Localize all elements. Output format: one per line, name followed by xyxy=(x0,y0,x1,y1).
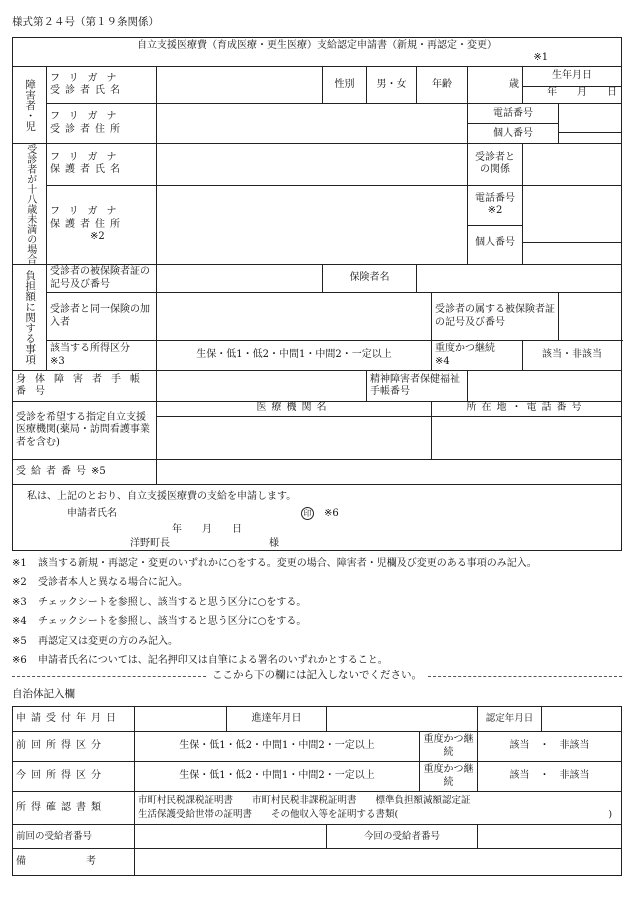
curr-recipient-label: 今回の受給者番号 xyxy=(327,825,478,849)
income-docs-options[interactable]: 市町村民税課税証明書 市町村民税非課税証明書 標準負担額減額認定証 生活保護受給世帯の証明書 その他収入等を証明する書類( ) xyxy=(135,792,622,825)
guardian-phone-number-cell xyxy=(468,185,523,264)
prev-income-options[interactable]: 生保・低1・低2・中間1・中間2・一定以上 xyxy=(135,732,420,762)
remarks-field[interactable] xyxy=(135,849,622,876)
phone-label: 電話番号 xyxy=(468,105,558,124)
prev-recipient-field[interactable] xyxy=(135,825,327,849)
institution-name-label: 医療機関名 xyxy=(157,402,431,417)
dob-label: 生年月日 xyxy=(523,70,621,87)
note-item: ※3 チェックシートを参照し、該当すると思う区分に○をする。 xyxy=(12,596,307,608)
patient-name-field[interactable] xyxy=(157,67,323,104)
form-title-cell xyxy=(13,38,622,67)
mayor-name: 洋野町長 xyxy=(130,538,170,549)
patient-section-label: 障害者・児 xyxy=(13,67,47,144)
individual-number-label: 個人番号 xyxy=(493,127,533,139)
mental-handbook-field[interactable] xyxy=(468,371,622,402)
insured-card-belongs-field[interactable] xyxy=(559,293,622,341)
seal-note: ※6 xyxy=(324,508,339,519)
guardian-phone-number-field[interactable] xyxy=(523,185,622,264)
note-item: ※6 申請者氏名については、記名押印又は自筆による署名のいずれかとすること。 xyxy=(12,655,388,666)
note-item: ※5 再認定又は変更の方のみ記入。 xyxy=(12,635,178,647)
insured-card-belongs-label: 受診者の属する被保険者証の記号及び番号 xyxy=(432,293,559,341)
gender-options[interactable]: 男・女 xyxy=(367,67,417,104)
income-docs-label: 所得確認書類 xyxy=(13,792,135,825)
form-number: 様式第２４号（第１９条関係） xyxy=(12,16,159,28)
age-field[interactable]: 歳 xyxy=(468,67,523,104)
age-label: 年齢 xyxy=(417,67,468,104)
curr-applicable-options[interactable]: 該当 ・ 非該当 xyxy=(478,762,622,792)
prev-severe-label: 重度かつ継続 xyxy=(420,732,478,762)
same-insurance-field[interactable] xyxy=(157,293,432,341)
municipality-table xyxy=(12,706,622,876)
physical-handbook-field[interactable] xyxy=(157,371,367,402)
date-field[interactable]: 年 月 日 xyxy=(172,524,242,535)
insured-card-label: 受診者の被保険者証の記号及び番号 xyxy=(47,265,157,293)
application-date-field[interactable] xyxy=(135,707,227,732)
note-item: ※1 該当する新規・再認定・変更のいずれかに○をする。変更の場合、障害者・児欄及び変更のある事項のみ記入。 xyxy=(12,557,537,569)
declaration-text: 私は、上記のとおり、自立支援医療費の支給を申請します。 xyxy=(27,491,297,502)
physical-handbook-label: 身体障害者手帳番号 xyxy=(13,371,157,402)
guardian-individual-number-label: 個人番号 xyxy=(475,236,515,248)
cut-divider xyxy=(12,669,622,683)
mental-handbook-label: 精神障害者保健福祉手帳番号 xyxy=(367,371,468,402)
institution-name-cell[interactable] xyxy=(157,402,432,460)
divider-text: ここから下の欄には記入しないでください。 xyxy=(212,669,422,682)
relation-label: 受診者との関係 xyxy=(468,144,523,186)
insurer-name-label: 保険者名 xyxy=(323,265,417,293)
application-date-label: 申請受付年月日 xyxy=(13,707,135,732)
form-title: 自立支援医療費（育成医療・更生医療）支給認定申請書（新規・再認定・変更） xyxy=(137,39,498,51)
seal-mark: 印 xyxy=(301,507,314,520)
certification-date-label: 認定年月日 xyxy=(478,707,542,732)
delivery-date-field[interactable] xyxy=(327,707,478,732)
remarks-label: 備 考 xyxy=(13,849,135,876)
desired-institution-label: 受診を希望する指定自立支援医療機関(薬局・訪問看護事業者を含む) xyxy=(13,402,157,460)
minor-section-label: 受診者が十八歳未満の場合 xyxy=(13,144,47,265)
recipient-number-field[interactable] xyxy=(157,460,622,485)
guardian-phone-label: 電話番号 ※2 xyxy=(468,190,522,226)
insured-card-field[interactable] xyxy=(157,265,323,293)
prev-income-label: 前回所得区分 xyxy=(13,732,135,762)
patient-address-field[interactable] xyxy=(157,104,468,144)
applicable-options[interactable]: 該当・非該当 xyxy=(523,341,622,371)
burden-section-label: 負担額に関する事項 xyxy=(13,265,47,371)
patient-phone-number-field[interactable] xyxy=(559,104,622,144)
curr-recipient-field[interactable] xyxy=(478,825,622,849)
curr-severe-label: 重度かつ継続 xyxy=(420,762,478,792)
sama-label: 様 xyxy=(269,538,279,549)
note-item: ※2 受診者本人と異なる場合に記入。 xyxy=(12,577,188,588)
address-phone-cell[interactable] xyxy=(432,402,622,460)
gender-label: 性別 xyxy=(323,67,367,104)
relation-field[interactable] xyxy=(523,144,622,186)
notes-section xyxy=(12,554,622,671)
patient-name-label: フリガナ 受診者氏名 xyxy=(47,67,157,104)
guardian-address-field[interactable] xyxy=(157,185,468,264)
dob-field: 年 月 日 xyxy=(547,87,618,99)
note-item: ※4 チェックシートを参照し、該当すると思う区分に○をする。 xyxy=(12,616,307,627)
municipality-section-title: 自治体記入欄 xyxy=(12,688,75,700)
severe-continuous-label: 重度かつ継続 ※4 xyxy=(432,341,523,371)
application-form-table xyxy=(12,37,622,551)
furigana-label: フリガナ xyxy=(50,72,126,84)
patient-address-label: フリガナ 受診者住所 xyxy=(47,104,157,144)
delivery-date-label: 進達年月日 xyxy=(227,707,327,732)
income-category-label: 該当する所得区分 ※3 xyxy=(47,341,157,371)
address-phone-label: 所在地・電話番号 xyxy=(432,402,621,417)
guardian-name-label: フリガナ 保護者氏名 xyxy=(47,144,157,186)
prev-applicable-options[interactable]: 該当 ・ 非該当 xyxy=(478,732,622,762)
applicant-name-label: 申請者氏名 xyxy=(67,508,117,519)
prev-recipient-label: 前回の受給者番号 xyxy=(13,825,135,849)
same-insurance-label: 受診者と同一保険の加入者 xyxy=(47,293,157,341)
curr-income-options[interactable]: 生保・低1・低2・中間1・中間2・一定以上 xyxy=(135,762,420,792)
dob-cell[interactable] xyxy=(523,67,622,104)
certification-date-field[interactable] xyxy=(542,707,622,732)
income-options[interactable]: 生保・低1・低2・中間1・中間2・一定以上 xyxy=(157,341,432,371)
recipient-number-label: 受給者番号※5 xyxy=(13,460,157,485)
patient-phone-number-cell xyxy=(468,104,559,144)
insurer-name-field[interactable] xyxy=(417,265,622,293)
title-note: ※1 xyxy=(533,52,549,63)
guardian-address-label: フリガナ 保護者住所 ※2 xyxy=(47,185,157,264)
guardian-name-field[interactable] xyxy=(157,144,468,186)
curr-income-label: 今回所得区分 xyxy=(13,762,135,792)
declaration-cell xyxy=(13,485,622,551)
